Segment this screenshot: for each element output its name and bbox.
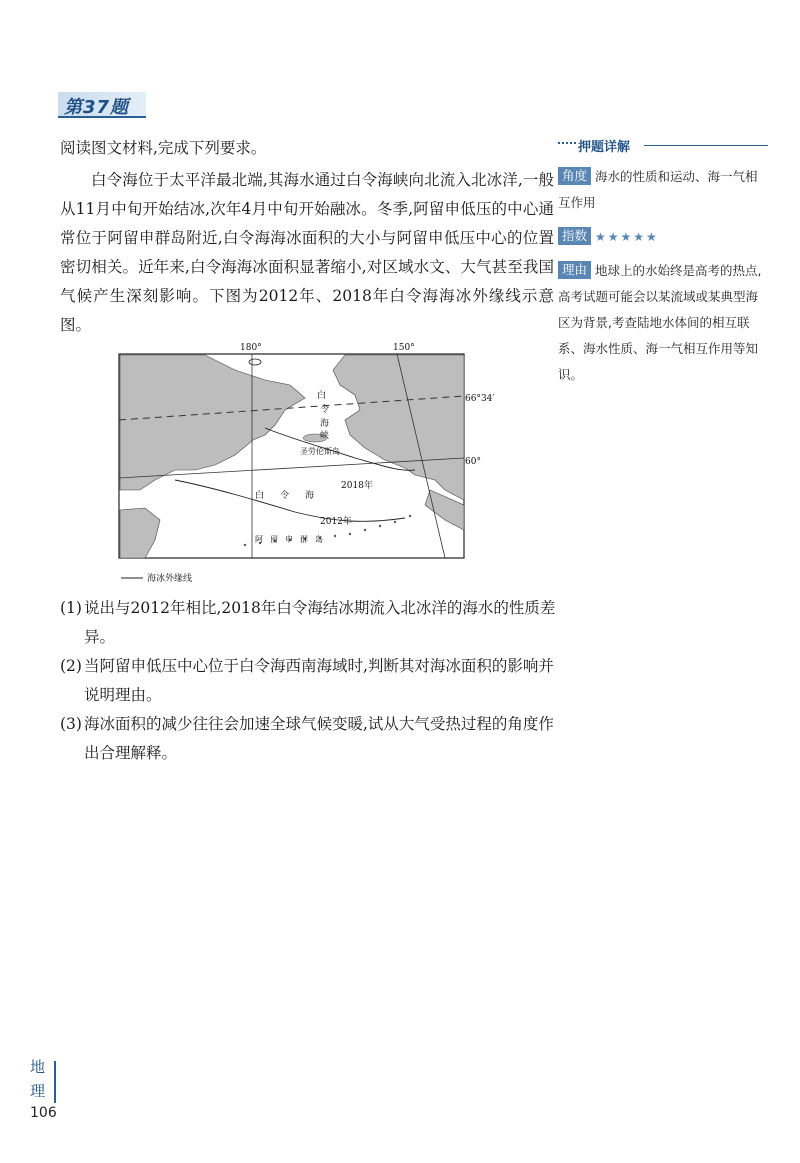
index-block [558, 224, 763, 250]
material-text [60, 166, 554, 340]
map-svg [115, 340, 495, 590]
lon-label-150: 150° [393, 343, 415, 353]
aleutian-char-4: 群 [300, 535, 308, 544]
sub-question-text: 说出与2012年相比,2018年白令海结冰期流入北冰洋的海水的性质差异。 [84, 599, 556, 646]
sea-char-1: 白 [255, 491, 265, 501]
header-rule [644, 145, 768, 146]
subject-char-1: 地 [30, 1058, 46, 1076]
legend-label: 海冰外缘线 [147, 574, 193, 584]
aleutian-char-2: 留 [270, 535, 278, 544]
sub-question-2 [60, 652, 560, 710]
star-rating-icon: ★★★★★ [595, 230, 659, 244]
sub-question-text: 当阿留申低压中心位于白令海西南海域时,判断其对海冰面积的影响并说明理由。 [84, 657, 554, 704]
bering-sea-map [115, 340, 495, 590]
aleutian-char-1: 阿 [255, 535, 263, 544]
lon-label-180: 180° [240, 343, 262, 353]
question-number: 第37题 [64, 97, 130, 118]
dotted-leader [558, 142, 576, 144]
sidebar-header [558, 136, 768, 156]
year-label-2012: 2012年 [320, 517, 352, 527]
lat-label-60: 60° [465, 457, 481, 467]
st-lawrence-label: 圣劳伦斯岛 [300, 447, 340, 456]
sub-question-3 [60, 710, 560, 768]
page-footer [30, 1055, 57, 1121]
material-paragraph: 白令海位于太平洋最北端,其海水通过白令海峡向北流入北冰洋,一般从11月中旬开始结冰,次年4月中旬开始融冰。冬季,阿留申低压的中心通常位于阿留申群岛附近,白令海海冰面积的大小与阿留申低压中心的位置密切相关。近年来,白令海海冰面积显著缩小,对区域水文、大气甚至我国气候产生深刻影响。下图为2012年、2018年白令海海冰外缘线示意图。 [60, 171, 554, 334]
page-number: 106 [30, 1105, 57, 1121]
strait-char-2: 令 [320, 405, 330, 415]
subject-char-2: 理 [30, 1082, 46, 1100]
sub-question-number: (3) [60, 715, 82, 733]
reason-block [558, 258, 763, 388]
question-intro: 阅读图文材料,完成下列要求。 [60, 139, 267, 157]
index-tag: 指数 [558, 227, 591, 245]
footer-divider [54, 1061, 56, 1103]
sub-question-1 [60, 594, 560, 652]
lat-label-66: 66°34′ [465, 394, 495, 404]
sub-question-number: (1) [60, 599, 82, 617]
reason-text: 地球上的水始终是高考的热点,高考试题可能会以某流域或某典型海区为背景,考查陆地水体间的相互联系、海水性质、海一气相互作用等知识。 [558, 263, 762, 382]
reason-tag: 理由 [558, 261, 591, 279]
question-number-header [58, 92, 146, 118]
sub-questions [60, 594, 560, 768]
year-label-2018: 2018年 [341, 481, 373, 491]
sub-question-number: (2) [60, 657, 82, 675]
sub-question-text: 海冰面积的减少往往会加速全球气候变暖,试从大气受热过程的角度作出合理解释。 [84, 715, 554, 762]
aleutian-char-5: 岛 [315, 535, 323, 544]
wrangel-island [249, 359, 261, 365]
strait-char-4: 峡 [320, 431, 330, 441]
sea-char-2: 令 [280, 491, 290, 501]
angle-text: 海水的性质和运动、海一气相互作用 [558, 169, 758, 210]
sidebar-analysis [558, 136, 768, 388]
sidebar-title: 押题详解 [578, 140, 631, 155]
strait-char-1: 白 [317, 391, 327, 401]
angle-tag: 角度 [558, 167, 591, 185]
aleutian-char-3: 申 [285, 535, 293, 544]
sea-char-3: 海 [305, 491, 315, 501]
strait-char-3: 海 [320, 419, 330, 429]
angle-block [558, 164, 763, 216]
